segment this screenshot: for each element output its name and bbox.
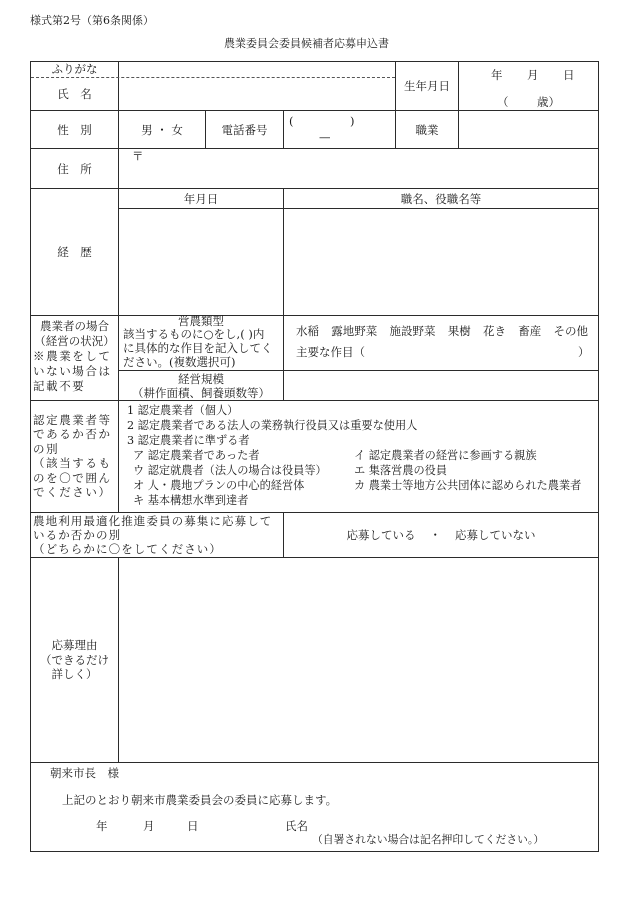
main-crop-label: 主要な作目（ (296, 345, 365, 359)
signature-label: 氏名 (285, 819, 308, 833)
furigana-label: ふりがな (51, 62, 98, 76)
promotion-option-yes: 応募している (346, 528, 416, 542)
crop-option: 花き (483, 324, 506, 338)
certified-sub-item: キ 基本構想水準到達者 (133, 494, 249, 507)
career-date-header-label: 年月日 (183, 191, 219, 206)
name-field (118, 61, 396, 111)
farming-label-line: 記載不要 (33, 379, 86, 393)
age-open-paren: （ (497, 95, 509, 109)
phone-label-cell (205, 110, 284, 149)
certified-item: 3 認定農業者に準ずる者 (127, 434, 250, 447)
gender-options: 男 ・ 女 (141, 122, 183, 137)
declaration-date-month: 月 (143, 819, 155, 833)
farming-type-field (283, 315, 599, 371)
phone-label: 電話番号 (221, 122, 268, 137)
declaration-cell (30, 762, 599, 852)
main-crop-close-paren: ） (578, 345, 590, 359)
reason-label-line: （できるだけ (40, 652, 109, 667)
postal-mark-icon: 〒 (132, 149, 144, 163)
declaration-date-day: 日 (187, 819, 199, 833)
declaration-statement: 上記のとおり朝来市農業委員会の委員に応募します。 (62, 793, 338, 807)
farming-type-label-cell (118, 315, 284, 371)
certified-label-cell (30, 400, 119, 513)
phone-area-open: ( (289, 114, 294, 128)
birthdate-year-label: 年 (491, 68, 503, 82)
birthdate-label: 生年月日 (404, 79, 450, 93)
age-label: 歳） (537, 95, 560, 109)
gender-label: 性 別 (57, 122, 92, 137)
promotion-answer-options (347, 528, 536, 542)
signature-note: （自署されない場合は記名押印してください。） (312, 833, 545, 846)
gender-label-cell (30, 110, 119, 149)
occupation-label-cell (395, 110, 459, 149)
farming-type-instruction: に具体的な作目を記入してく (123, 341, 273, 355)
occupation-field (458, 110, 599, 149)
page-title: 農業委員会委員候補者応募申込書 (224, 37, 389, 50)
occupation-label: 職業 (415, 122, 439, 137)
phone-dash: — (319, 130, 331, 144)
birthdate-field (458, 61, 599, 111)
career-date-field (118, 208, 284, 316)
crop-option: 水稲 (296, 324, 319, 338)
crop-option: 果樹 (447, 324, 471, 338)
farming-label-line: （経営の状況） (34, 334, 115, 348)
promotion-label-line: 農地利用最適化推進委員の募集に応募して (33, 514, 273, 528)
crop-option: その他 (553, 324, 588, 338)
crop-options (296, 324, 588, 338)
crop-option: 施設野菜 (389, 324, 436, 338)
birthdate-month-label: 月 (527, 68, 539, 82)
promotion-option-no: 応募していない (455, 528, 536, 542)
promotion-answer-cell (283, 512, 599, 558)
promotion-label-line: いるか否かの別 (33, 528, 122, 542)
address-label: 住 所 (57, 161, 92, 176)
farming-label-cell (30, 315, 119, 401)
farming-type-instruction: ださい。(複数選択可) (123, 355, 236, 369)
certified-label-line: でください） (33, 485, 112, 499)
reason-label-line: 応募理由 (51, 638, 98, 653)
certified-sub-item: イ 認定農業者の経営に参画する親族 (354, 449, 537, 462)
reason-label-line: 詳しく） (51, 667, 98, 682)
addressee: 朝来市長 様 (50, 766, 119, 780)
farming-scale-note: （耕作面積、飼養頭数等） (132, 385, 270, 400)
certified-sub-item: エ 集落営農の役員 (354, 464, 448, 477)
certified-item: 2 認定農業者である法人の業務執行役員又は重要な使用人 (127, 419, 418, 432)
farming-scale-label-cell (118, 370, 284, 401)
career-label-cell (30, 188, 119, 316)
farming-type-title: 営農類型 (178, 314, 224, 328)
phone-field (283, 110, 396, 149)
certified-sub-item: ウ 認定就農者（法人の場合は役員等） (133, 464, 327, 477)
career-position-header-label: 職名、役職名等 (400, 191, 482, 206)
address-field (118, 148, 599, 189)
certified-sub-item: オ 人・農地プランの中心的経営体 (133, 479, 305, 492)
farming-label-line: いない場合は (33, 364, 112, 378)
furigana-divider (31, 77, 395, 78)
gender-field (118, 110, 206, 149)
career-label: 経 歴 (57, 245, 92, 259)
certified-options-cell (118, 400, 599, 513)
farming-scale-field (283, 370, 599, 401)
farming-label-line: 農業者の場合 (40, 319, 109, 333)
reason-field (118, 557, 599, 763)
form-number: 様式第2号（第6条関係） (30, 14, 154, 27)
certified-sub-item: ア 認定農業者であった者 (133, 449, 260, 462)
certified-item: 1 認定農業者（個人） (127, 404, 239, 417)
reason-label-cell (30, 557, 119, 763)
career-date-header (118, 188, 284, 209)
certified-label-line: であるか否か (33, 427, 112, 441)
name-label-cell (30, 61, 119, 111)
certified-sub-item: カ 農業士等地方公共団体に認められた農業者 (354, 479, 582, 492)
farming-label-line: ※農業をして (33, 349, 112, 363)
certified-label-line: の別 (33, 442, 60, 456)
birthdate-day-label: 日 (563, 68, 575, 82)
name-label: 氏 名 (57, 87, 92, 101)
farming-type-instruction: 該当するものに○をし,( )内 (123, 327, 265, 341)
declaration-date-year: 年 (96, 819, 108, 833)
career-position-header (283, 188, 599, 209)
promotion-label-cell (30, 512, 284, 558)
crop-option: 畜産 (518, 324, 542, 338)
certified-label-line: （該当するも (33, 456, 112, 470)
career-position-field (283, 208, 599, 316)
certified-label-line: 認定農業者等 (33, 413, 112, 427)
address-label-cell (30, 148, 119, 189)
crop-option: 露地野菜 (331, 324, 378, 338)
birthdate-label-cell (395, 61, 459, 111)
promotion-label-line: （どちらかに〇をしてください） (33, 542, 222, 556)
certified-label-line: のを〇で囲ん (33, 471, 112, 485)
farming-scale-title: 経営規模 (178, 371, 224, 386)
promotion-option-separator: ・ (429, 528, 441, 542)
phone-area-close: ) (350, 114, 355, 128)
